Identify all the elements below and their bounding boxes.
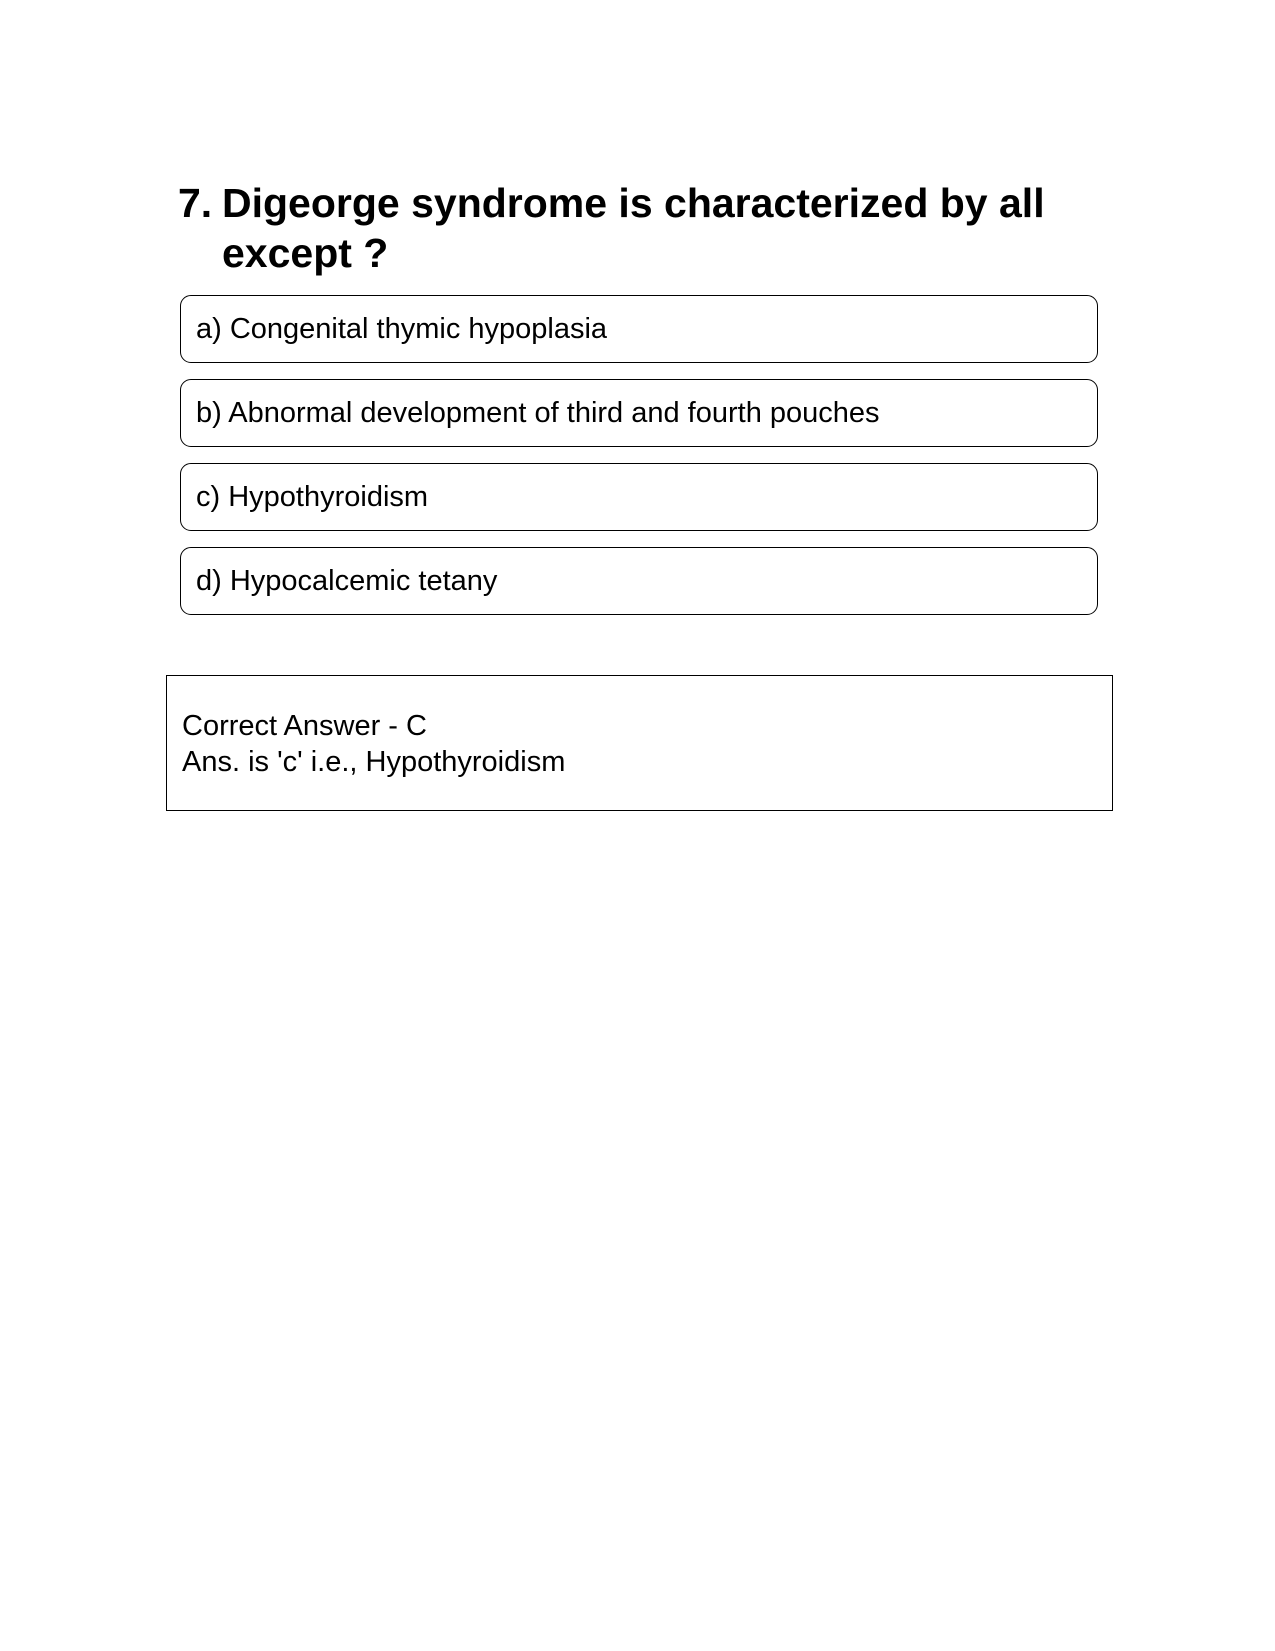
option-a[interactable]: a) Congenital thymic hypoplasia	[180, 295, 1098, 363]
answer-explanation: Ans. is 'c' i.e., Hypothyroidism	[182, 746, 566, 778]
answer-box	[166, 675, 1113, 811]
option-b[interactable]: b) Abnormal development of third and fourth pouches	[180, 379, 1098, 447]
option-d[interactable]: d) Hypocalcemic tetany	[180, 547, 1098, 615]
question-heading	[178, 178, 1098, 278]
option-c[interactable]: c) Hypothyroidism	[180, 463, 1098, 531]
options-list	[180, 295, 1098, 631]
question-text: Digeorge syndrome is characterized by all except ?	[222, 180, 1045, 276]
question-number: 7.	[178, 180, 213, 226]
correct-answer: Correct Answer - C	[182, 710, 427, 742]
